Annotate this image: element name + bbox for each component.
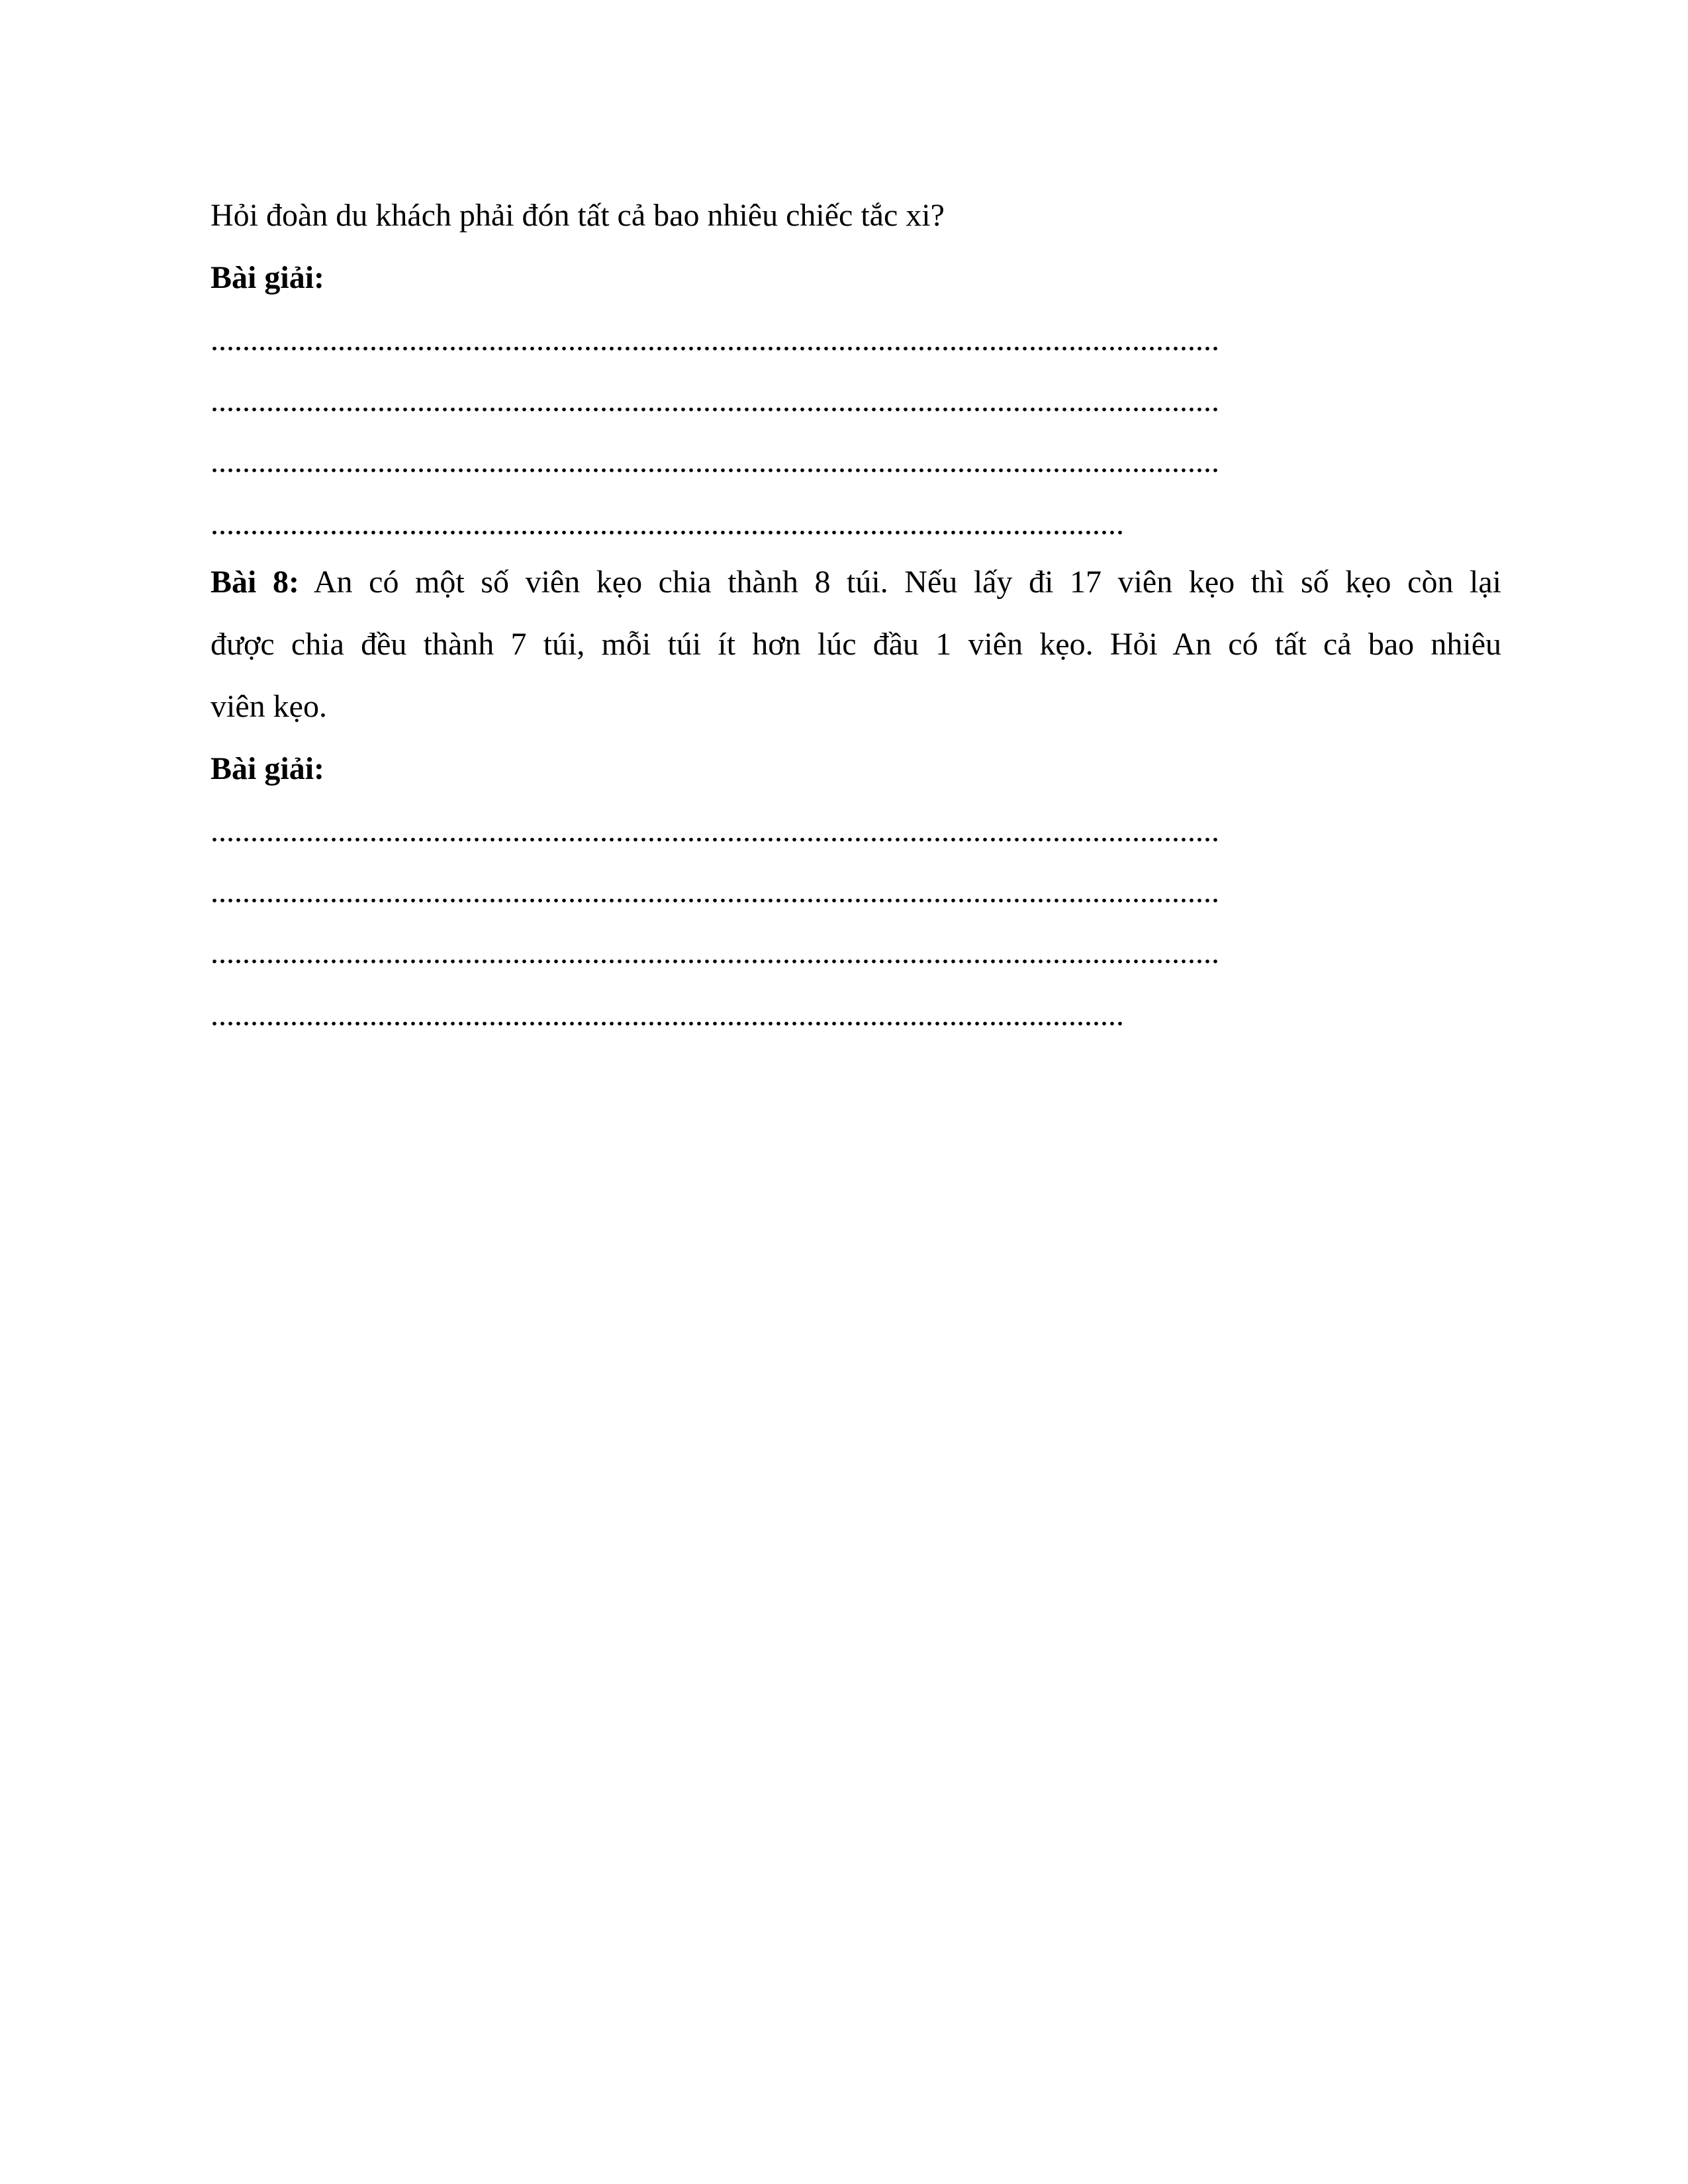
answer-line: ............................................................................................................................... [211,383,1219,418]
answer-line: ............................................................................................................................... [211,813,1219,848]
solution-label: Bài giải: [211,260,325,295]
problem-8-text-line-3: viên kẹo. [211,689,327,724]
answer-line: ............................................................................................................................... [211,935,1219,970]
problem-8-text-line-2: được chia đều thành 7 túi, mỗi túi ít hơn lúc đầu 1 viên kẹo. Hỏi An có tất cả bao nhiêu [211,627,1501,662]
problem-8-text-line-1: An có một số viên kẹo chia thành 8 túi. Nếu lấy đi 17 viên kẹo thì số kẹo còn lại [313,565,1502,600]
question-text: Hỏi đoàn du khách phải đón tất cả bao nhiêu chiếc tắc xi? [211,198,945,233]
answer-line: ................................................................................................................... [211,506,1124,541]
answer-line: ............................................................................................................................... [211,444,1219,479]
solution-label: Bài giải: [211,751,325,786]
problem-8-label: Bài 8: [211,565,299,600]
answer-line: ................................................................................................................... [211,997,1124,1032]
answer-line: ............................................................................................................................... [211,322,1219,357]
answer-line: ............................................................................................................................... [211,874,1219,909]
problem-8-line-1 [211,563,1501,602]
